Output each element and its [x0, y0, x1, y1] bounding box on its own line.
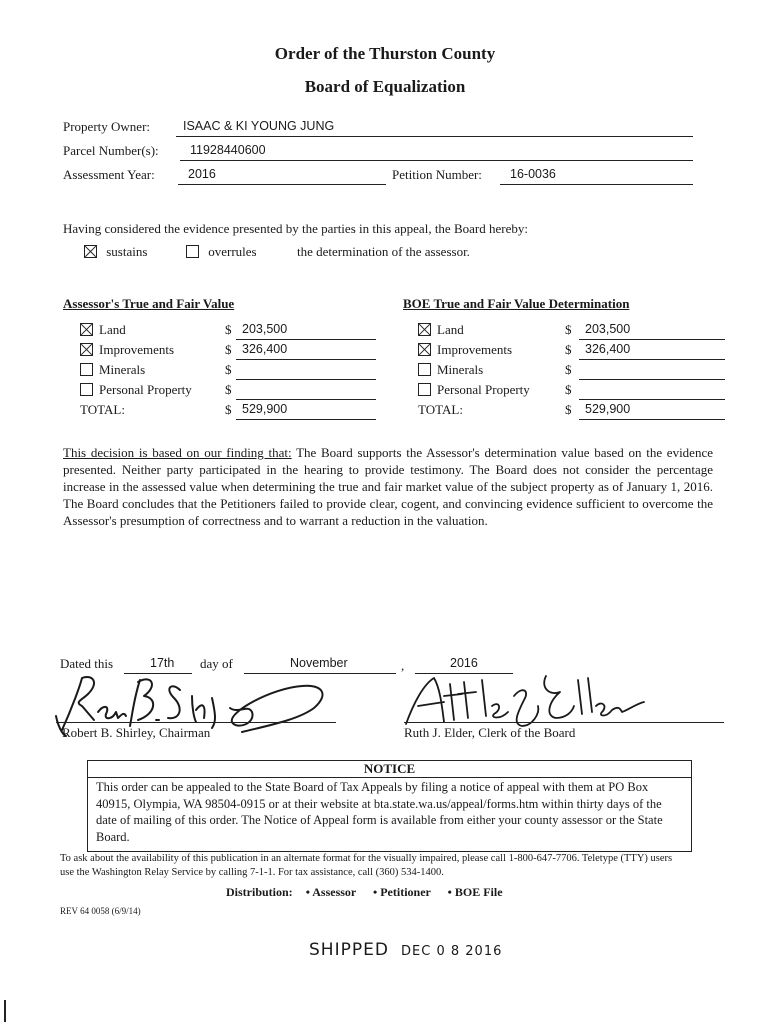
value-underline	[236, 339, 376, 340]
value-checkbox	[80, 363, 93, 376]
accessibility-note: To ask about the availability of this publication in an alternate format for the visually impaired, please call 1-800-647-7706. Teletype (TTY) users use the Washington Relay Service by calling 7-1-1. For tax assistance, call (360) 534-1400.	[60, 853, 673, 878]
owner-value: ISAAC & KI YOUNG JUNG	[183, 119, 335, 133]
value-amount: 203,500	[242, 322, 288, 336]
total-label: TOTAL:	[418, 402, 463, 417]
value-underline	[236, 399, 376, 400]
clerk-signature-line	[404, 722, 724, 723]
distribution-item: Petitioner	[380, 885, 431, 899]
total-value: 529,900	[585, 402, 631, 416]
dated-prefix: Dated this	[60, 656, 114, 671]
owner-underline	[176, 136, 693, 137]
shipped-stamp	[309, 940, 502, 960]
sustains-option	[84, 244, 147, 260]
petition-value: 16-0036	[510, 167, 556, 181]
boe-row-land	[418, 322, 464, 338]
distribution-item: BOE File	[454, 885, 503, 899]
distribution-item: Assessor	[312, 885, 357, 899]
chairman-name: Robert B. Shirley, Chairman	[62, 725, 211, 740]
currency-symbol: $	[565, 342, 572, 357]
document-title-line2: Board of Equalization	[304, 77, 466, 96]
currency-symbol: $	[225, 342, 232, 357]
decision-suffix: the determination of the assessor.	[297, 244, 470, 259]
value-checkbox	[80, 323, 93, 336]
assessment-year-label: Assessment Year:	[63, 167, 155, 182]
notice-title: NOTICE	[88, 761, 691, 778]
boe-heading: BOE True and Fair Value Determination	[403, 296, 630, 311]
clerk-name: Ruth J. Elder, Clerk of the Board	[404, 725, 576, 740]
distribution-bullet: •	[305, 885, 310, 899]
dated-comma: ,	[401, 658, 405, 673]
parcel-label: Parcel Number(s):	[63, 143, 159, 158]
distribution-bullet: •	[373, 885, 378, 899]
currency-symbol: $	[225, 322, 232, 337]
assessor-row-land	[80, 322, 126, 338]
overrules-label: overrules	[208, 244, 257, 259]
value-underline	[579, 379, 725, 380]
distribution-bullet: •	[447, 885, 452, 899]
petition-label: Petition Number:	[392, 167, 482, 182]
total-underline	[579, 419, 725, 420]
assessment-year-value: 2016	[188, 167, 216, 181]
finding-paragraph	[63, 444, 713, 529]
shipped-word: SHIPPED	[309, 940, 389, 960]
scan-edge-mark	[4, 1000, 6, 1022]
parcel-value: 11928440600	[190, 143, 266, 157]
boe-row-improvements	[418, 342, 512, 358]
sustains-checkbox	[84, 245, 97, 258]
dated-year: 2016	[450, 656, 478, 670]
value-checkbox	[418, 383, 431, 396]
notice-text: This order can be appealed to the State Board of Tax Appeals by filing a notice of appeal with them at PO Box 40915, Olympia, WA 98504-0915 or at their website at bta.state.wa.us/appeal/forms.htm within thirty days of the date of mailing of this order. The Notice of Appeal form is available from either your county assessor or the State Board.	[96, 780, 663, 844]
finding-lead: This decision is based on our finding that:	[63, 445, 292, 460]
chairman-signature-line	[56, 722, 336, 723]
petition-underline	[500, 184, 693, 185]
value-checkbox	[418, 343, 431, 356]
assessor-row-improvements	[80, 342, 174, 358]
document-title-line1: Order of the Thurston County	[274, 44, 496, 63]
dated-month: November	[290, 656, 348, 670]
year-underline	[178, 184, 386, 185]
boe-row-personal-property	[418, 382, 530, 398]
owner-label: Property Owner:	[63, 119, 151, 134]
value-label: Land	[99, 322, 126, 337]
form-revision: REV 64 0058 (6/9/14)	[60, 906, 141, 916]
assessor-heading: Assessor's True and Fair Value	[63, 296, 235, 311]
currency-symbol: $	[225, 382, 232, 397]
value-underline	[236, 379, 376, 380]
dated-day: 17th	[150, 656, 175, 670]
value-label: Improvements	[99, 342, 175, 357]
total-value: 529,900	[242, 402, 288, 416]
total-currency: $	[565, 402, 572, 417]
value-underline	[236, 359, 376, 360]
parcel-underline	[180, 160, 693, 161]
value-checkbox	[80, 383, 93, 396]
value-label: Personal Property	[99, 382, 192, 397]
finding-text: The Board supports the Assessor's determination value based on the evidence presented. Neither party participated in the hearing to provide testimony. The Board does not consider the percentage increase in the assessed value when determining the true and fair market value of the subject property as of January 1, 2016. The Board concludes that the Petitioners failed to provide clear, cogent, and convincing evidence sufficient to overcome the Assessor's presumption of correctness and to warrant a reduction in the valuation.	[63, 445, 713, 528]
notice-box	[87, 760, 692, 852]
dated-day-of: day of	[200, 656, 233, 671]
value-checkbox	[418, 363, 431, 376]
value-label: Land	[437, 322, 464, 337]
value-label: Minerals	[99, 362, 146, 377]
total-underline	[236, 419, 376, 420]
distribution-label: Distribution:	[226, 885, 293, 899]
total-currency: $	[225, 402, 232, 417]
currency-symbol: $	[565, 382, 572, 397]
boe-row-minerals	[418, 362, 483, 378]
distribution-line	[226, 885, 503, 900]
value-checkbox	[418, 323, 431, 336]
value-amount: 326,400	[585, 342, 631, 356]
currency-symbol: $	[565, 322, 572, 337]
assessor-row-personal-property	[80, 382, 192, 398]
overrules-option	[186, 244, 257, 260]
assessor-row-minerals	[80, 362, 145, 378]
value-label: Minerals	[437, 362, 484, 377]
value-amount: 326,400	[242, 342, 288, 356]
value-underline	[579, 339, 725, 340]
sustains-label: sustains	[106, 244, 148, 259]
currency-symbol: $	[565, 362, 572, 377]
decision-intro: Having considered the evidence presented by the parties in this appeal, the Board hereby:	[63, 221, 528, 236]
total-label: TOTAL:	[80, 402, 125, 417]
value-label: Improvements	[437, 342, 513, 357]
value-amount: 203,500	[585, 322, 631, 336]
shipped-date: DEC 0 8 2016	[401, 944, 503, 959]
value-label: Personal Property	[437, 382, 530, 397]
value-underline	[579, 359, 725, 360]
currency-symbol: $	[225, 362, 232, 377]
overrules-checkbox	[186, 245, 199, 258]
value-checkbox	[80, 343, 93, 356]
value-underline	[579, 399, 725, 400]
